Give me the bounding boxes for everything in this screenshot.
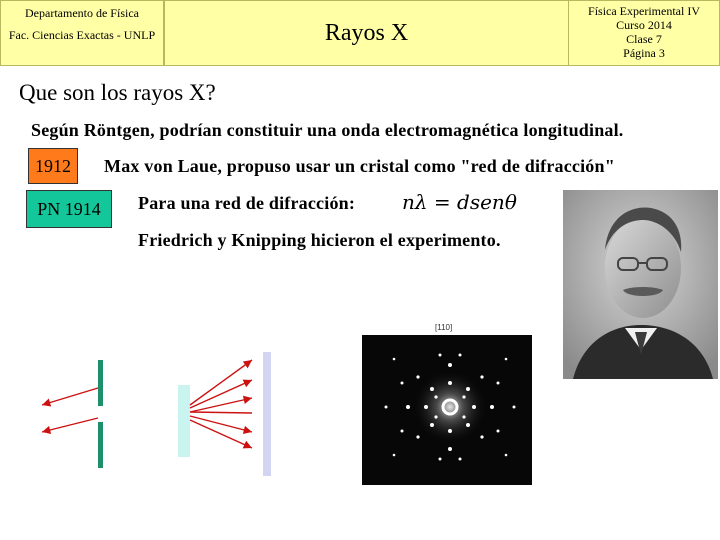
year-badge-1912: 1912 <box>28 148 78 184</box>
course-year: Curso 2014 <box>616 18 672 32</box>
portrait-photo <box>563 190 718 379</box>
diffraction-diagram <box>30 340 300 480</box>
header-left-box <box>0 0 164 66</box>
page-number: Página 3 <box>623 46 665 60</box>
course-info <box>569 1 719 60</box>
laue-pattern-label: [110] <box>435 323 453 332</box>
crystal-block <box>178 385 190 457</box>
slit-screen-lower <box>98 422 103 468</box>
slide-topic: Rayos X <box>324 19 409 46</box>
course-name: Física Experimental IV <box>588 4 700 18</box>
detector-screen <box>263 352 271 476</box>
nobel-prize-badge: PN 1914 <box>26 190 112 228</box>
xray-beams <box>42 360 252 448</box>
header-title-box <box>164 0 569 66</box>
experiment-statement: Friedrich y Knipping hicieron el experimento. <box>138 230 501 250</box>
department-label: Departamento de Física <box>25 6 139 20</box>
grating-statement: Para una red de difracción: <box>138 193 356 213</box>
lesson-number: Clase 7 <box>626 32 662 46</box>
slit-screen-upper <box>98 360 103 406</box>
page-title: Que son los rayos X? <box>19 80 216 105</box>
laue-pattern-image <box>362 325 532 485</box>
header-right-box <box>568 0 720 66</box>
laue-statement: Max von Laue, propuso usar un cristal como "red de difracción" <box>104 156 615 176</box>
faculty-label: Fac. Ciencias Exactas - UNLP <box>8 28 156 42</box>
bragg-formula: nλ = dsenθ <box>402 190 517 214</box>
rontgen-statement: Según Röntgen, podrían constituir una onda electromagnética longitudinal. <box>31 120 624 140</box>
